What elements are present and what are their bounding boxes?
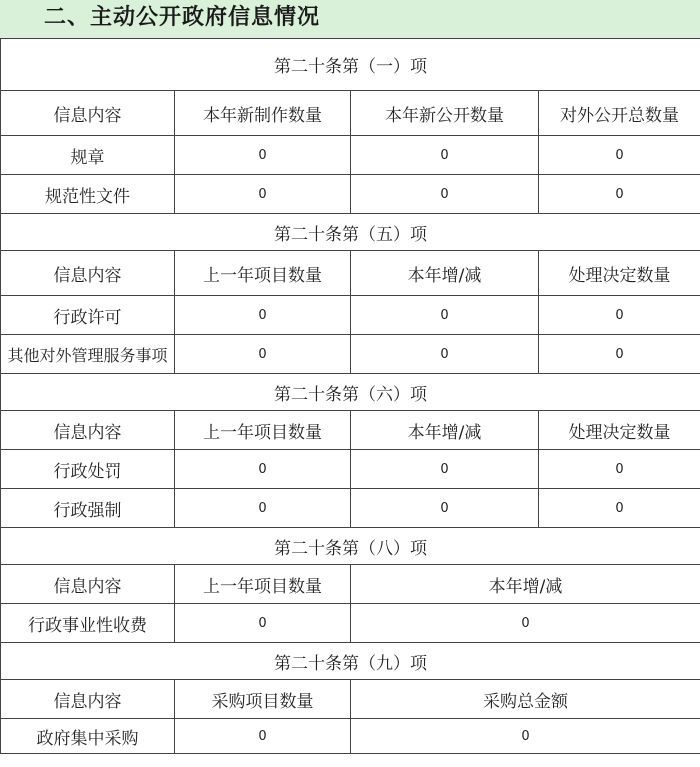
- cell-value: 0: [351, 489, 539, 528]
- disclosure-table: [0, 38, 700, 754]
- column-header: 上一年项目数量: [175, 411, 351, 450]
- cell-value: 0: [175, 335, 351, 374]
- section-title: 第二十条第（五）项: [1, 214, 700, 251]
- cell-value: 0: [175, 175, 351, 214]
- cell-value: 0: [175, 489, 351, 528]
- cell-value: 0: [351, 175, 539, 214]
- cell-value: 0: [351, 450, 539, 489]
- page-title: 二、主动公开政府信息情况: [0, 0, 700, 38]
- section-title: 第二十条第（六）项: [1, 374, 700, 411]
- column-header: 采购项目数量: [175, 680, 351, 719]
- column-header: 本年新制作数量: [175, 91, 351, 136]
- row-label: 行政处罚: [1, 450, 175, 489]
- column-header: 本年新公开数量: [351, 91, 539, 136]
- section-title: 第二十条第（九）项: [1, 643, 700, 680]
- row-label: 行政强制: [1, 489, 175, 528]
- cell-value: 0: [351, 335, 539, 374]
- row-label: 其他对外管理服务事项: [1, 335, 175, 374]
- row-label: 规范性文件: [1, 175, 175, 214]
- column-header: 本年增/减: [351, 565, 700, 604]
- column-header: 本年增/减: [351, 251, 539, 296]
- column-header: 信息内容: [1, 680, 175, 719]
- section-title: 第二十条第（八）项: [1, 528, 700, 565]
- cell-value: 0: [351, 296, 539, 335]
- row-label: 行政许可: [1, 296, 175, 335]
- cell-value: 0: [539, 489, 700, 528]
- cell-value: 0: [539, 335, 700, 374]
- column-header: 信息内容: [1, 565, 175, 604]
- cell-value: 0: [539, 450, 700, 489]
- column-header: 处理决定数量: [539, 251, 700, 296]
- cell-value: 0: [175, 604, 351, 643]
- column-header: 本年增/减: [351, 411, 539, 450]
- column-header: 上一年项目数量: [175, 565, 351, 604]
- cell-value: 0: [539, 136, 700, 175]
- row-label: 行政事业性收费: [1, 604, 175, 643]
- cell-value: 0: [175, 719, 351, 754]
- column-header: 信息内容: [1, 91, 175, 136]
- cell-value: 0: [175, 450, 351, 489]
- column-header: 信息内容: [1, 411, 175, 450]
- row-label: 规章: [1, 136, 175, 175]
- cell-value: 0: [351, 136, 539, 175]
- cell-value: 0: [175, 136, 351, 175]
- column-header: 处理决定数量: [539, 411, 700, 450]
- column-header: 上一年项目数量: [175, 251, 351, 296]
- column-header: 采购总金额: [351, 680, 700, 719]
- cell-value: 0: [351, 604, 700, 643]
- cell-value: 0: [175, 296, 351, 335]
- cell-value: 0: [539, 296, 700, 335]
- column-header: 信息内容: [1, 251, 175, 296]
- column-header: 对外公开总数量: [539, 91, 700, 136]
- cell-value: 0: [351, 719, 700, 754]
- row-label: 政府集中采购: [1, 719, 175, 754]
- section-title: 第二十条第（一）项: [1, 39, 700, 91]
- cell-value: 0: [539, 175, 700, 214]
